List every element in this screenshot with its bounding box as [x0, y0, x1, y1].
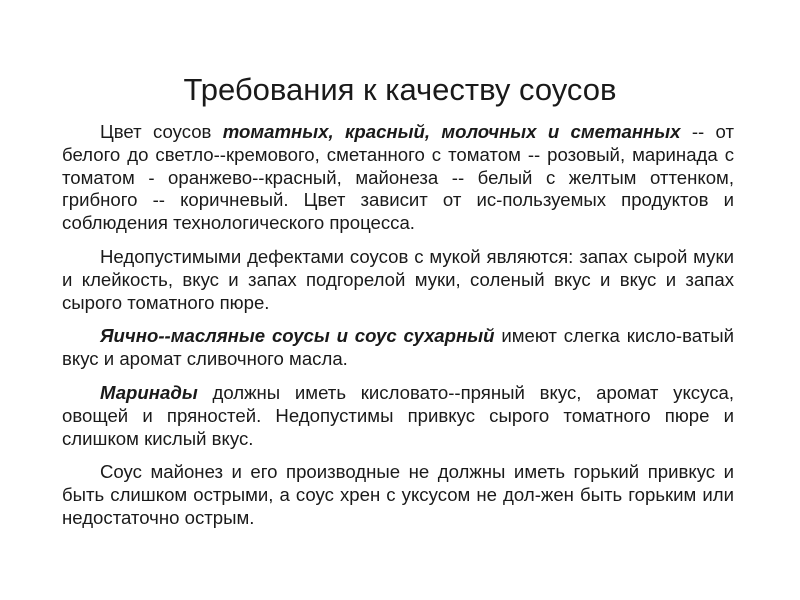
- paragraph-marinades: [62, 382, 734, 450]
- paragraph-egg-butter-emphasis: Яично--масляные соусы и соус сухарный: [100, 325, 495, 347]
- paragraph-marinades-emphasis: Маринады: [100, 381, 198, 403]
- paragraph-color: [62, 121, 734, 235]
- slide-body: [62, 121, 734, 541]
- slide-title: Требования к качеству соусов: [183, 72, 617, 107]
- paragraph-color-lead: Цвет соусов: [100, 121, 223, 142]
- paragraph-color-emphasis: томатных, красный, молочных и сметанных: [222, 121, 681, 142]
- paragraph-color-rest: -- от белого до светло--кремового, сметанного с томатом -- розовый, маринада с томатом - оранжево--красный, майонеза -- белый с желтым оттенком, грибного -- коричневый. Цвет зависит от ис-пользуемых продуктов и соблюдения технологического процесса.: [62, 121, 734, 234]
- paragraph-egg-butter-rest: имеют слегка кисло-ватый вкус и аромат сливочного масла.: [62, 325, 734, 370]
- paragraph-marinades-rest: должны иметь кисловато--пряный вкус, аромат уксуса, овощей и пряностей. Недопустимы привкус сырого томатного пюре и слишком кислый вкус.: [62, 381, 734, 449]
- paragraph-egg-butter-sauces: [62, 325, 734, 371]
- paragraph-defects: Недопустимыми дефектами соусов с мукой являются: запах сырой муки и клейкость, вкус и запах подгорелой муки, соленый вкус и вкус и запах сырого томатного пюре.: [62, 245, 734, 313]
- paragraph-mayonnaise: Соус майонез и его производные не должны иметь горький привкус и быть слишком острыми, а соус хрен с уксусом не дол-жен быть горьким или недостаточно острым.: [62, 461, 734, 528]
